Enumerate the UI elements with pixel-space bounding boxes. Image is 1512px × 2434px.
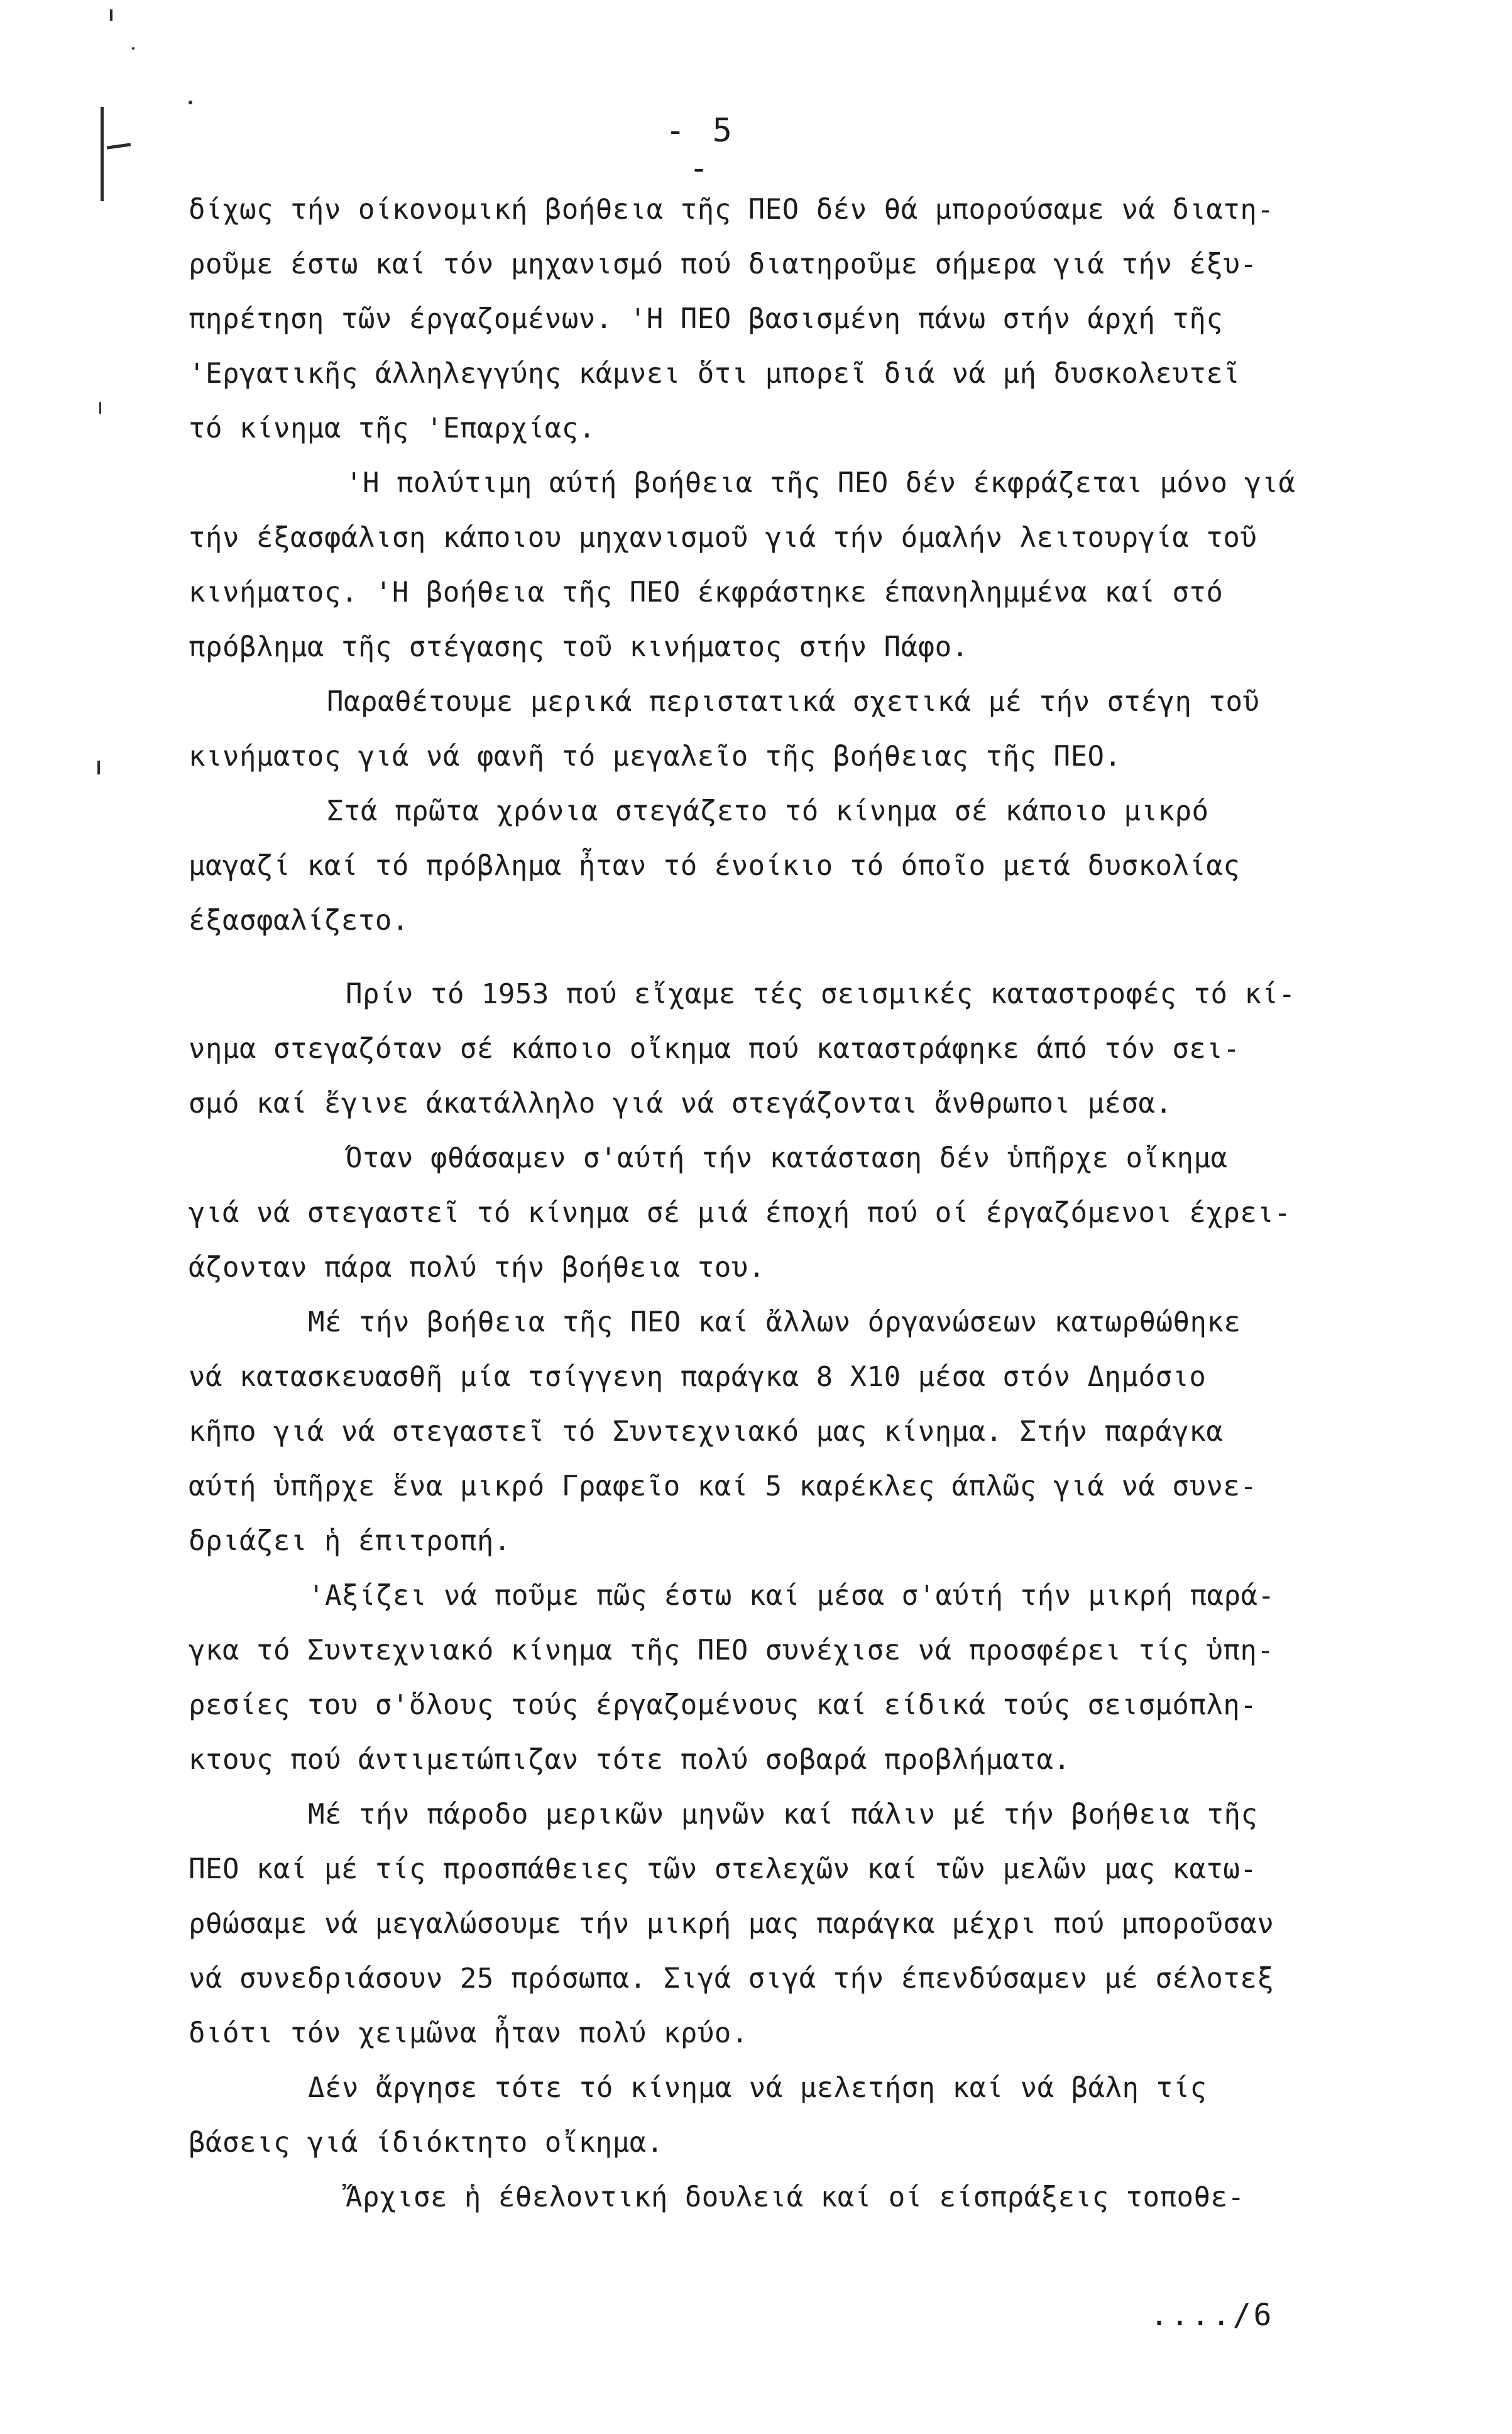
text-line: δίχως τήν οίκονομική βοήθεια τῆς ΠΕΟ δέν θά μπορούσαμε νά διατη- xyxy=(189,194,1274,226)
body-text xyxy=(189,182,1445,2225)
text-line: 'Η πολύτιμη αύτή βοήθεια τῆς ΠΕΟ δέν έκφράζεται μόνο γιά xyxy=(346,467,1296,499)
text-line: δριάζει ἡ έπιτροπή. xyxy=(189,1525,511,1557)
text-line: νά κατασκευασθῆ μία τσίγγενη παράγκα 8 Χ10 μέσα στόν Δημόσιο xyxy=(189,1361,1207,1393)
scan-dust-dot xyxy=(132,47,134,50)
text-line: ρθώσαμε νά μεγαλώσουμε τήν μικρή μας παράγκα μέχρι πού μποροῦσαν xyxy=(189,1908,1274,1940)
text-line: Πρίν τό 1953 πού εἴχαμε τές σεισμικές καταστροφές τό κί- xyxy=(346,978,1296,1010)
text-line: Μέ τήν βοήθεια τῆς ΠΕΟ καί ἄλλων όργανώσεων κατωρθώθηκε xyxy=(308,1306,1241,1338)
text-line: τό κίνημα τῆς 'Επαρχίας. xyxy=(189,412,596,444)
text-line: πηρέτηση τῶν έργαζομένων. 'Η ΠΕΟ βασισμένη πάνω στήν άρχή τῆς xyxy=(189,303,1224,335)
text-line: σμό καί ἔγινε άκατάλληλο γιά νά στεγάζονται ἄνθρωποι μέσα. xyxy=(189,1088,1173,1120)
text-line: αύτή ὑπῆρχε ἕνα μικρό Γραφεῖο καί 5 καρέκλες άπλῶς γιά νά συνε- xyxy=(189,1470,1257,1502)
text-line: ΠΕΟ καί μέ τίς προσπάθειες τῶν στελεχῶν καί τῶν μελῶν μας κατω- xyxy=(189,1853,1257,1885)
scan-margin-mark xyxy=(101,107,104,201)
text-line: κινήματος γιά νά φανῆ τό μεγαλεῖο τῆς βοήθειας τῆς ΠΕΟ. xyxy=(189,741,1122,773)
text-line: Μέ τήν πάροδο μερικῶν μηνῶν καί πάλιν μέ τήν βοήθεια τῆς xyxy=(308,1798,1258,1831)
text-line: γιά νά στεγαστεῖ τό κίνημα σέ μιά έποχή πού οί έργαζόμενοι έχρει- xyxy=(189,1197,1291,1229)
text-line: ροῦμε έστω καί τόν μηχανισμό πού διατηροῦμε σήμερα γιά τήν έξυ- xyxy=(189,248,1257,280)
scan-dust-dot xyxy=(189,101,192,104)
text-line: Όταν φθάσαμεν σ'αύτή τήν κατάσταση δέν ὑπῆρχε οἴκημα xyxy=(346,1142,1228,1174)
scan-margin-mark xyxy=(107,143,131,149)
text-line: 'Εργατικῆς άλληλεγγύης κάμνει ὅτι μπορεῖ διά νά μή δυσκολευτεῖ xyxy=(189,358,1241,390)
text-line: διότι τόν χειμῶνα ἦταν πολύ κρύο. xyxy=(189,2017,748,2049)
text-line: Δέν ἄργησε τότε τό κίνημα νά μελετήση καί νά βάλη τίς xyxy=(308,2072,1207,2104)
text-line: έξασφαλίζετο. xyxy=(189,905,409,937)
page-continuation-marker: ..../6 xyxy=(1150,2298,1274,2333)
scan-margin-mark xyxy=(110,9,112,21)
text-line: μαγαζί καί τό πρόβλημα ἦταν τό ένοίκιο τό όποῖο μετά δυσκολίας xyxy=(189,850,1241,882)
text-line: άζονταν πάρα πολύ τήν βοήθεια του. xyxy=(189,1252,765,1284)
scan-margin-mark xyxy=(97,761,100,774)
text-line: κῆπο γιά νά στεγαστεῖ τό Συντεχνιακό μας κίνημα. Στήν παράγκα xyxy=(189,1416,1224,1448)
text-line: κινήματος. 'Η βοήθεια τῆς ΠΕΟ έκφράστηκε έπανηλημμένα καί στό xyxy=(189,576,1224,608)
text-line: 'Αξίζει νά ποῦμε πῶς έστω καί μέσα σ'αύτή τήν μικρή παρά- xyxy=(308,1580,1275,1612)
page-number: - 5 - xyxy=(666,112,736,187)
text-line: ρεσίες του σ'ὅλους τούς έργαζομένους καί είδικά τούς σεισμόπλη- xyxy=(189,1689,1257,1721)
text-line: βάσεις γιά ίδιόκτητο οἴκημα. xyxy=(189,2127,664,2159)
text-line: γκα τό Συντεχνιακό κίνημα τῆς ΠΕΟ συνέχισε νά προσφέρει τίς ὑπη- xyxy=(189,1634,1274,1666)
scan-margin-mark xyxy=(99,402,101,414)
text-line: νά συνεδριάσουν 25 πρόσωπα. Σιγά σιγά τήν έπενδύσαμεν μέ σέλοτεξ xyxy=(189,1963,1274,1995)
text-line: νημα στεγαζόταν σέ κάποιο οἴκημα πού καταστράφηκε άπό τόν σει- xyxy=(189,1033,1241,1065)
text-line: Παραθέτουμε μερικά περιστατικά σχετικά μέ τήν στέγη τοῦ xyxy=(327,686,1260,718)
text-line: πρόβλημα τῆς στέγασης τοῦ κινήματος στήν Πάφο. xyxy=(189,631,969,663)
text-line: τήν έξασφάλιση κάποιου μηχανισμοῦ γιά τήν όμαλήν λειτουργία τοῦ xyxy=(189,522,1257,554)
text-line: κτους πού άντιμετώπιζαν τότε πολύ σοβαρά προβλήματα. xyxy=(189,1744,1071,1776)
text-line: Στά πρῶτα χρόνια στεγάζετο τό κίνημα σέ κάποιο μικρό xyxy=(327,795,1209,827)
text-line: Ἄρχισε ἡ έθελοντική δουλειά καί οί είσπράξεις τοποθε- xyxy=(346,2181,1245,2213)
